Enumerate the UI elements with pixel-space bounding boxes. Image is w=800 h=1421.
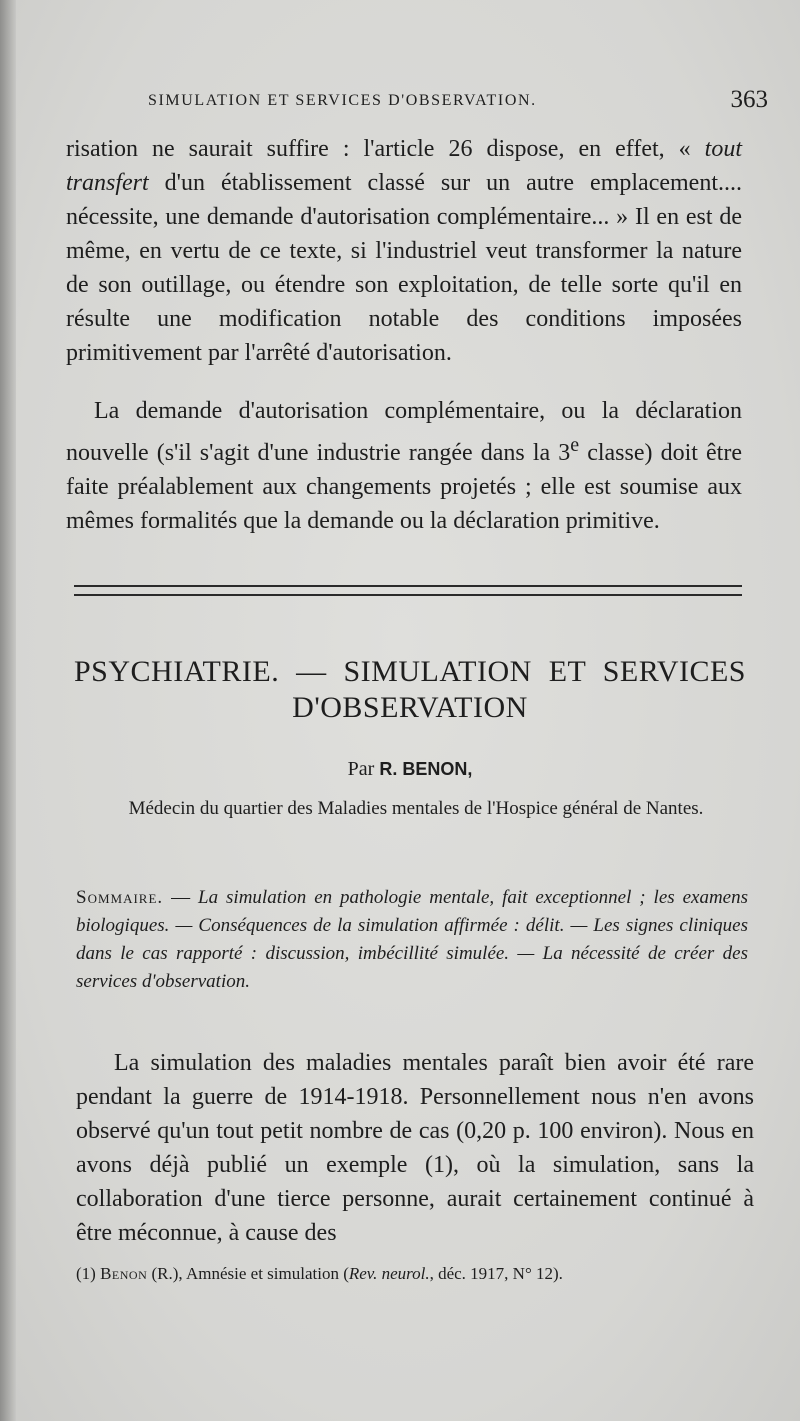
author-name: R. BENON, — [379, 759, 473, 779]
paragraph-text: d'un établissement classé sur un autre emplacement.... nécessite, une demande d'autorisation complémentaire... » Il en est de même, en vertu de ce texte, si l'industriel veut transformer la nature de son outillage, ou étendre son exploitation, de telle sorte qu'il en résulte une modification notable des conditions imposées primitivement par l'arrêté d'autorisation. — [66, 170, 742, 366]
paragraph-text: La demande d'autorisation complémentaire, ou la déclaration nouvelle (s'il s'agit d'une industrie rangée dans la 3 — [66, 398, 742, 466]
running-head: SIMULATION ET SERVICES D'OBSERVATION. — [148, 92, 537, 109]
page-number: 363 — [730, 86, 768, 113]
page-edge-shadow — [0, 0, 16, 1421]
footnote-journal: Rev. neurol. — [348, 1264, 430, 1283]
summary-dash: — — [163, 887, 199, 908]
section-divider — [74, 585, 742, 587]
article-title — [74, 654, 746, 726]
paragraph-text: risation ne saurait suffire : l'article 26 dispose, en effet, « — [66, 136, 705, 162]
page-header — [148, 86, 768, 124]
summary-lead: Sommaire. — [76, 887, 164, 908]
section-divider — [74, 594, 742, 596]
paragraph-demande — [66, 394, 742, 538]
footnote — [76, 1262, 752, 1286]
title-line-1: PSYCHIATRIE. — SIMULATION ET SERVICES — [74, 655, 746, 688]
footnote-author: Benon — [100, 1264, 148, 1283]
author-affiliation: Médecin du quartier des Maladies mentales de l'Hospice général de Nantes. — [128, 798, 704, 819]
byline-prefix: Par — [347, 758, 380, 780]
superscript: e — [570, 434, 580, 456]
title-line-2: D'OBSERVATION — [292, 691, 528, 724]
footnote-marker: (1) — [76, 1264, 101, 1283]
paragraph-text: classe) doit être faite préalablement aux changements projetés ; elle est soumise aux mêmes formalités que la demande ou la déclaration primitive. — [66, 440, 742, 534]
footnote-text: (R.), Amnésie et simulation ( — [147, 1264, 349, 1283]
footnote-text: , déc. 1917, N° 12). — [429, 1264, 563, 1283]
article-summary — [76, 884, 748, 996]
italic-quote: tout transfert — [66, 136, 742, 196]
byline — [74, 758, 746, 781]
paragraph-continuation — [66, 132, 742, 370]
paragraph-intro: La simulation des maladies mentales paraît bien avoir été rare pendant la guerre de 1914-1918. Personnellement nous n'en avons observé qu'un tout petit nombre de cas (0,20 p. 100 environ). Nous en avons déjà publié un exemple (1), où la simulation, sans la collaboration d'une tierce personne, aurait certainement continué à être méconnue, à cause des — [76, 1050, 754, 1246]
summary-text: La simulation en pathologie mentale, fait exceptionnel ; les examens biologiques. — Conséquences de la simulation affirmée : délit. — Les signes cliniques dans le cas rapporté : discussion, imbécillité simulée. — La nécessité de créer des services d'observation. — [76, 887, 748, 992]
